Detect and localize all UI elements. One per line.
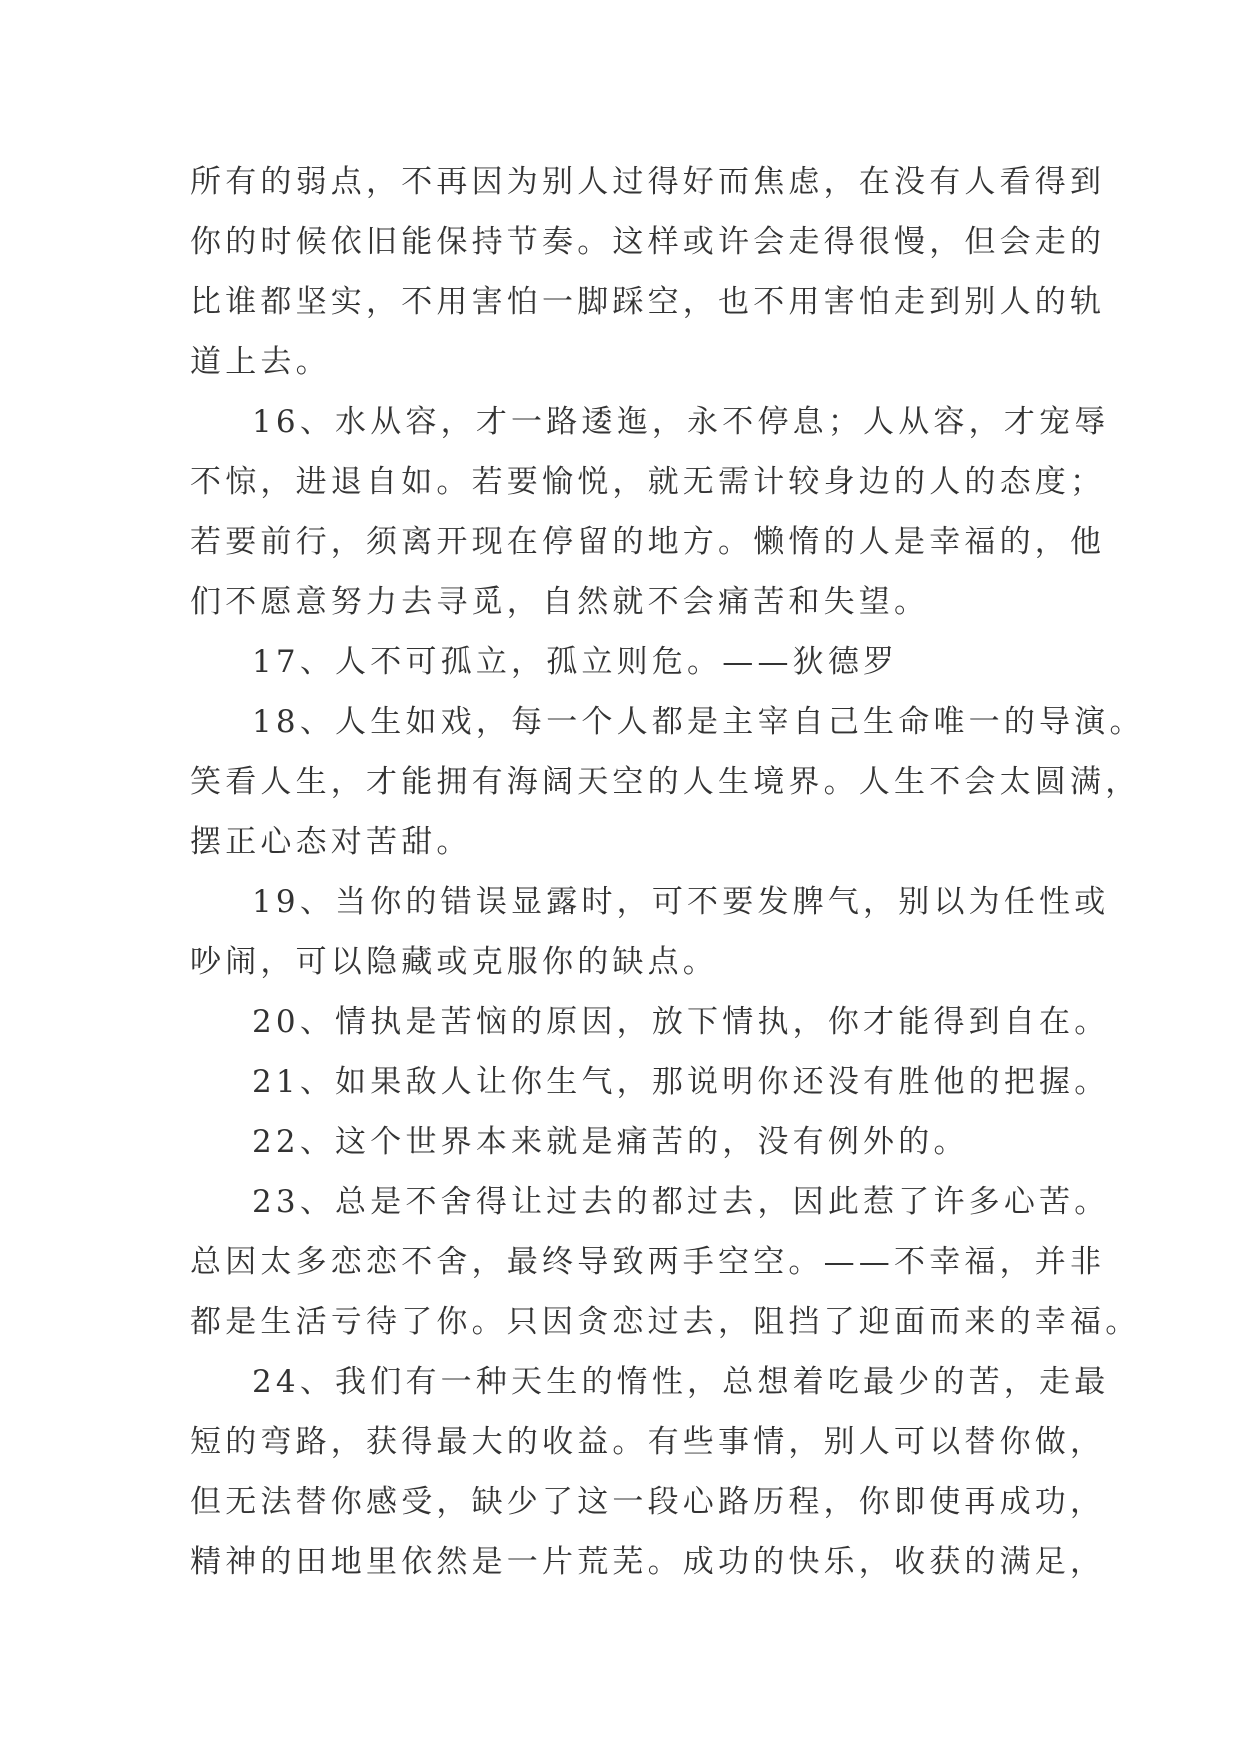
text-line: 都是生活亏待了你。只因贪恋过去，阻挡了迎面而来的幸福。 xyxy=(190,1304,1141,1340)
paragraph-16-start: 16、水从容，才一路逶迤，永不停息；人从容，才宠辱 xyxy=(252,404,1110,440)
text-line: 笑看人生，才能拥有海阔天空的人生境界。人生不会太圆满， xyxy=(190,764,1141,800)
paragraph-24-start: 24、我们有一种天生的惰性，总想着吃最少的苦，走最 xyxy=(252,1364,1110,1400)
text-line: 吵闹，可以隐藏或克服你的缺点。 xyxy=(190,944,718,980)
text-line: 们不愿意努力去寻觅，自然就不会痛苦和失望。 xyxy=(190,584,930,620)
text-line: 你的时候依旧能保持节奏。这样或许会走得很慢，但会走的 xyxy=(190,224,1106,260)
text-line: 精神的田地里依然是一片荒芜。成功的快乐，收获的满足， xyxy=(190,1544,1106,1580)
paragraph-19-start: 19、当你的错误显露时，可不要发脾气，别以为任性或 xyxy=(252,884,1110,920)
body-text xyxy=(190,152,1145,1592)
text-line: 比谁都坚实，不用害怕一脚踩空，也不用害怕走到别人的轨 xyxy=(190,284,1106,320)
text-line: 道上去。 xyxy=(190,344,331,380)
text-line: 摆正心态对苦甜。 xyxy=(190,824,472,860)
paragraph-17: 17、人不可孤立，孤立则危。——狄德罗 xyxy=(252,644,899,680)
paragraph-20: 20、情执是苦恼的原因，放下情执，你才能得到自在。 xyxy=(252,1004,1110,1040)
text-line: 若要前行，须离开现在停留的地方。懒惰的人是幸福的，他 xyxy=(190,524,1106,560)
text-line: 但无法替你感受，缺少了这一段心路历程，你即使再成功， xyxy=(190,1484,1106,1520)
paragraph-18-start: 18、人生如戏，每一个人都是主宰自己生命唯一的导演。 xyxy=(252,704,1145,740)
paragraph-21: 21、如果敌人让你生气，那说明你还没有胜他的把握。 xyxy=(252,1064,1110,1100)
paragraph-22: 22、这个世界本来就是痛苦的，没有例外的。 xyxy=(252,1124,969,1160)
text-line: 总因太多恋恋不舍，最终导致两手空空。——不幸福，并非 xyxy=(190,1244,1106,1280)
text-line: 短的弯路，获得最大的收益。有些事情，别人可以替你做， xyxy=(190,1424,1106,1460)
text-line: 所有的弱点，不再因为别人过得好而焦虑，在没有人看得到 xyxy=(190,164,1106,200)
paragraph-23-start: 23、总是不舍得让过去的都过去，因此惹了许多心苦。 xyxy=(252,1184,1110,1220)
text-line: 不惊，进退自如。若要愉悦，就无需计较身边的人的态度； xyxy=(190,464,1106,500)
